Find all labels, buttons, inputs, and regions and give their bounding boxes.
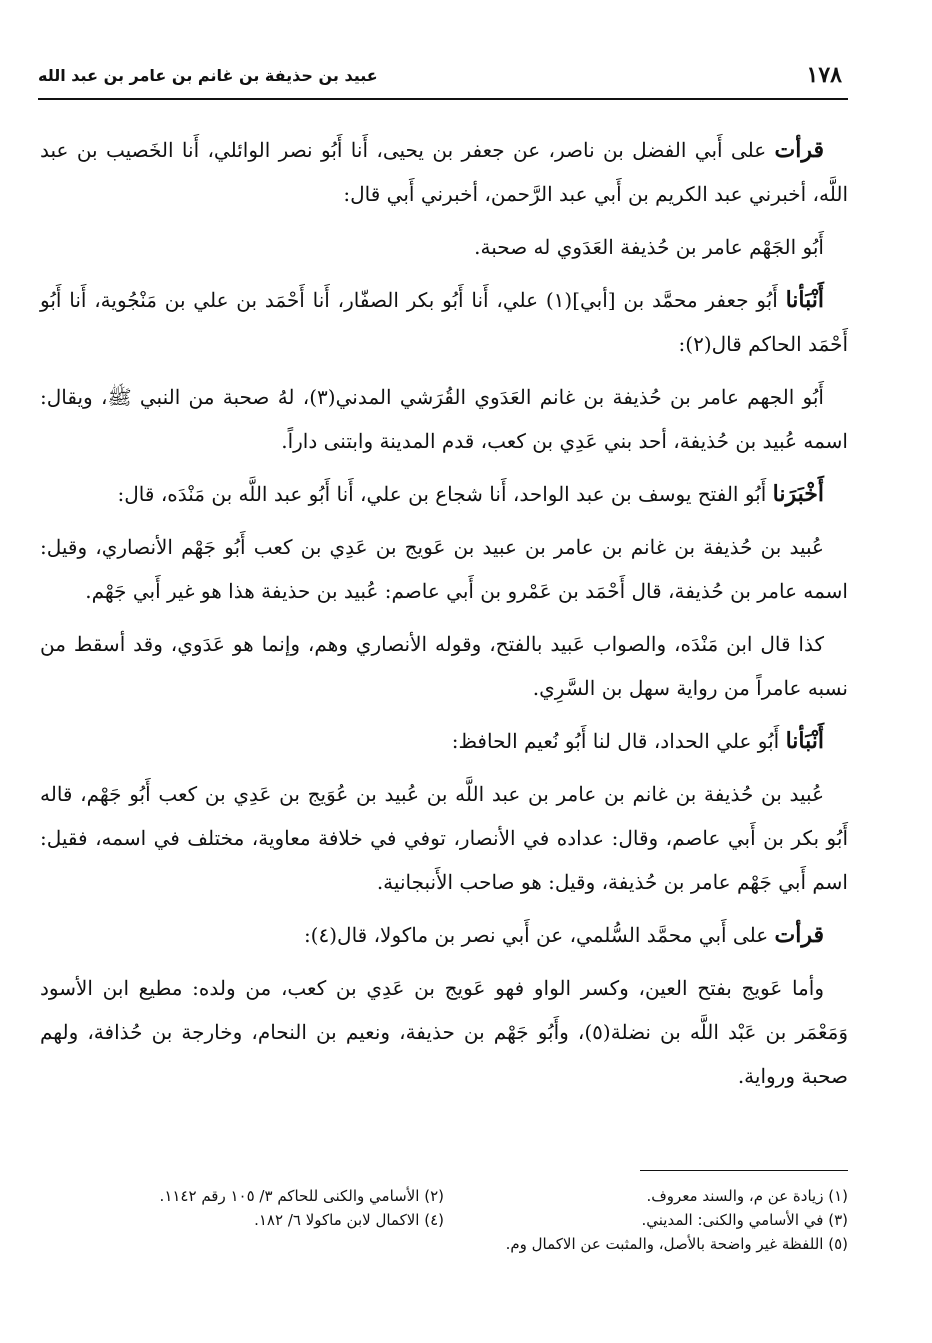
chain-keyword: قرأت xyxy=(774,922,824,948)
paragraph-text: أَبُو الفتح يوسف بن عبد الواحد، أَنا شجاع بن علي، أَنا أَبُو عبد اللَّه بن مَنْدَه، قال: xyxy=(117,482,773,506)
paragraph xyxy=(40,525,848,613)
paragraph-text: كذا قال ابن مَنْدَه، والصواب عَبيد بالفتح، وقوله الأنصاري وهم، وإنما هو عَدَوي، وقد أسقط من نسبه عامراً من رواية سهل بن السَّرِي. xyxy=(40,632,848,700)
footnote-row xyxy=(40,1232,848,1256)
footnote-4: (٤) الاكمال لابن ماكولا ٦/ ١٨٢. xyxy=(254,1211,444,1229)
paragraph xyxy=(40,472,848,516)
paragraph xyxy=(40,225,848,269)
paragraph xyxy=(40,913,848,957)
paragraph-text: على أَبي الفضل بن ناصر، عن جعفر بن يحيى، أَنا أَبُو نصر الوائلي، أَنا الخَصيب بن عبد اللَّه، أخبرني عبد الكريم بن أَبي عبد الرَّحمن، أخبرني أَبي قال: xyxy=(40,138,848,206)
paragraph-text: على أَبي محمَّد السُّلمي، عن أَبي نصر بن ماكولا، قال(٤): xyxy=(303,923,775,947)
footnotes xyxy=(40,1184,848,1256)
chain-keyword: أَخْبَرَنا xyxy=(772,481,824,507)
paragraph-text: أَبُو الجهم عامر بن حُذيفة بن غانم العَدَوي القُرَشي المدني(٣)، لهُ صحبة من النبي ﷺ، ويقال: اسمه عُبيد بن حُذيفة، أحد بني عَدِي بن كعب، قدم المدينة وابتنى داراً. xyxy=(40,385,848,453)
paragraph-text: عُبيد بن حُذيفة بن غانم بن عامر بن عبد اللَّه بن عُبيد بن عُوَيج بن عَدِي بن كعب أَبُو جَهْم، قاله أَبُو بكر بن أَبي عاصم، وقال: عداده في الأنصار، توفي في خلافة معاوية، مختلف في اسمه، فقيل: اسم أَبي جَهْم عامر بن حُذيفة، وقيل: هو صاحب الأَنبجانية. xyxy=(40,782,848,894)
paragraph-text: أَبُو علي الحداد، قال لنا أَبُو نُعيم الحافظ: xyxy=(451,729,786,753)
paragraph xyxy=(40,128,848,216)
footnote-separator xyxy=(640,1170,848,1171)
paragraph-text: أَبُو جعفر محمَّد بن [أبي](١) علي، أَنا أَبُو بكر الصفّار، أَنا أَحْمَد بن علي بن مَنْجُوية، أَنا أَبُو أَحْمَد الحاكم قال(٢): xyxy=(40,288,848,356)
chain-keyword: قرأت xyxy=(774,137,825,163)
paragraph xyxy=(40,966,848,1098)
footnote-1: (١) زيادة عن م، والسند معروف. xyxy=(646,1187,848,1205)
footnote-row xyxy=(40,1184,848,1208)
paragraph xyxy=(40,719,848,763)
paragraph-text: عُبيد بن حُذيفة بن غانم بن عامر بن عبيد بن عَويج بن عَدِي بن كعب أَبُو جَهْم الأنصاري، وقيل: اسمه عامر بن حُذيفة، قال أَحْمَد بن عَمْرو بن أَبي عاصم: عُبيد بن حذيفة هذا هو غير أَبي جَهْم. xyxy=(40,535,848,603)
running-title: عبيد بن حذيفة بن غانم بن عامر بن عبد الله xyxy=(38,66,378,85)
paragraph-text: وأما عَويج بفتح العين، وكسر الواو فهو عَويج بن عَدِي بن كعب، من ولده: مطيع ابن الأسود وَمَعْمَر بن عَبْد اللَّه بن نضلة(٥)، وأَبُو جَهْم بن حذيفة، ونعيم بن النحام، وخارجة بن حُذافة، ولهم صحبة ورواية. xyxy=(40,976,848,1088)
chain-keyword: أَنْبَأنا xyxy=(785,287,824,313)
footnote-2: (٢) الأسامي والكنى للحاكم ٣/ ١٠٥ رقم ١١٤٢. xyxy=(159,1187,444,1205)
paragraph xyxy=(40,772,848,904)
paragraph xyxy=(40,622,848,710)
footnote-5: (٥) اللفظة غير واضحة بالأصل، والمثبت عن الاكمال وم. xyxy=(505,1235,848,1253)
footnote-3: (٣) في الأسامي والكنى: المديني. xyxy=(641,1211,848,1229)
paragraph-text: أَبُو الجَهْم عامر بن حُذيفة العَدَوي له صحبة. xyxy=(474,235,824,259)
chain-keyword: أَنْبَأنا xyxy=(785,728,824,754)
footnote-row xyxy=(40,1208,848,1232)
paragraph xyxy=(40,278,848,366)
page-header xyxy=(38,58,848,100)
main-text xyxy=(40,128,848,1107)
paragraph xyxy=(40,375,848,463)
page-number: ١٧٨ xyxy=(806,62,842,88)
